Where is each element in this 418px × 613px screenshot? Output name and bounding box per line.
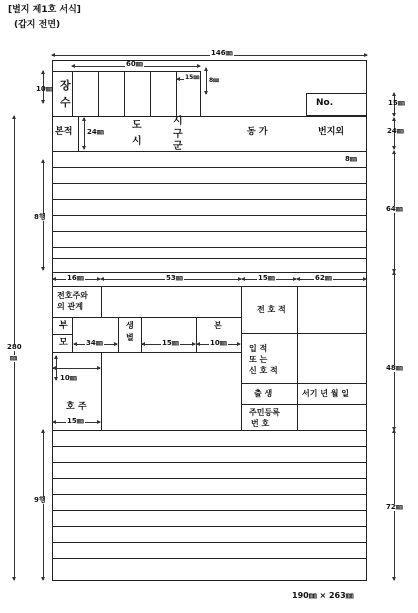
form-subtitle: (갑지 전면): [14, 20, 61, 30]
dim-60-label: 60㎜: [126, 60, 143, 68]
dim-24-right: 24㎜: [387, 127, 404, 135]
dim-8-rows: 8행: [34, 213, 46, 221]
label-relation-1: 전호주와: [57, 291, 88, 300]
label-ipjeok-1: 입 적: [249, 344, 268, 353]
label-si-left: 시: [132, 136, 142, 147]
dim-col-62: 62㎜: [315, 274, 332, 282]
dim-10-top: 10㎜: [36, 85, 53, 93]
dim-34: 34㎜: [86, 339, 103, 347]
dim-15-small: 15㎜: [185, 74, 200, 81]
label-gun: 군: [173, 141, 183, 152]
dim-8-line: 8㎜: [345, 155, 357, 163]
label-bon: 본: [214, 321, 222, 330]
dim-72: 72㎜: [386, 503, 403, 511]
label-jang: 장: [60, 79, 71, 92]
label-chulsaeng: 출 생: [254, 389, 273, 398]
dim-146: 146㎜: [211, 49, 233, 57]
dim-col-53: 53㎜: [166, 274, 183, 282]
dim-64: 64㎜: [386, 205, 403, 213]
form-frame: [52, 60, 367, 581]
dim-9-rows: 9행: [34, 496, 46, 504]
dim-total-height-unit: ㎜: [10, 354, 17, 362]
number-label: No.: [316, 98, 334, 108]
label-si-right: 시: [173, 116, 183, 127]
dim-8-small: 8㎜: [209, 77, 220, 84]
label-saeng: 생: [126, 321, 134, 330]
dim-15-mid: 15㎜: [162, 339, 179, 347]
form-title: [별지 제1호 서식]: [8, 5, 81, 15]
label-hoju: 호 주: [66, 402, 87, 412]
label-do: 도: [132, 120, 142, 131]
dim-col-16: 16㎜: [67, 274, 84, 282]
dim-10-mid: 10㎜: [210, 339, 227, 347]
dim-15-low: 15㎜: [67, 417, 84, 425]
label-id-1: 주민등록: [249, 408, 280, 417]
label-relation-2: 의 관계: [57, 302, 83, 311]
dim-total-height: 280: [7, 343, 22, 351]
label-id-2: 번 호: [251, 419, 270, 428]
label-ipjeok-2: 또 는: [249, 355, 268, 364]
label-father: 부: [59, 321, 68, 331]
label-dong-ga: 동 가: [247, 127, 268, 137]
label-byeol: 별: [126, 333, 134, 342]
dim-24-left: 24㎜: [87, 128, 104, 136]
label-su: 수: [60, 96, 71, 109]
label-bonjeok: 본적: [55, 127, 73, 137]
dim-15-right: 15㎜: [388, 99, 405, 107]
label-ipjeok-3: 신 호 적: [249, 366, 278, 375]
label-beonji: 번지외: [318, 127, 345, 137]
dim-48: 48㎜: [386, 364, 403, 372]
paper-size: 190㎜ × 263㎜: [292, 591, 354, 600]
label-birth-date: 서기 년 월 일: [302, 389, 349, 398]
label-jeonhojeok: 전 호 적: [257, 305, 286, 314]
dim-col-15: 15㎜: [258, 274, 275, 282]
label-mother: 모: [59, 338, 68, 348]
label-gu: 구: [173, 129, 183, 140]
dim-10-low: 10㎜: [60, 374, 77, 382]
